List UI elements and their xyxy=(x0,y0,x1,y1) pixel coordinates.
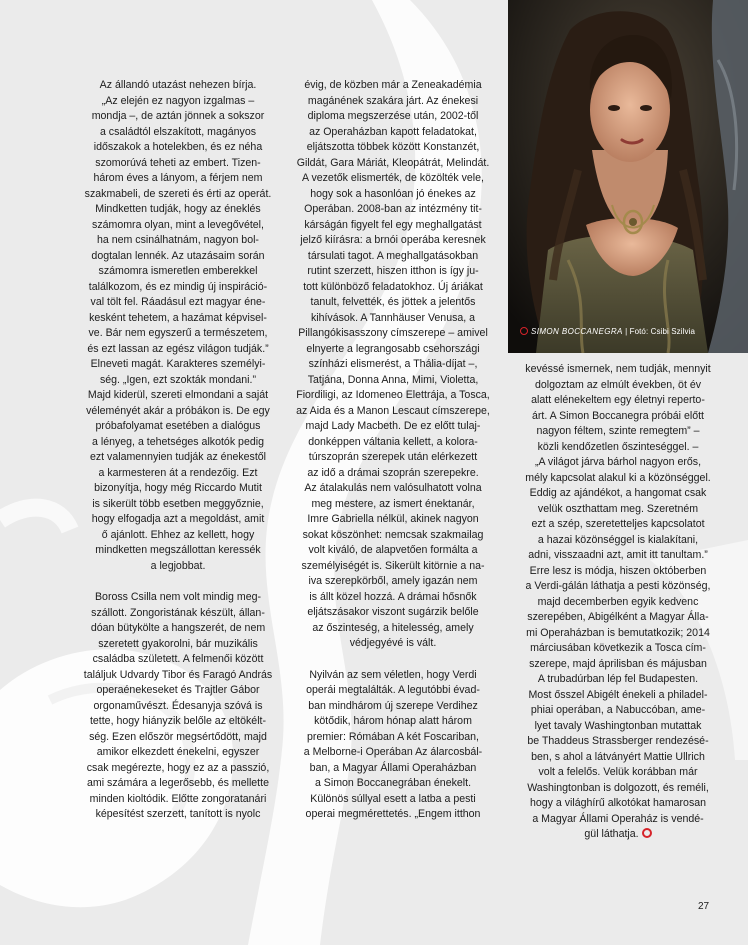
text-line: próbafolyamat esetében a dialógus xyxy=(95,420,261,432)
text-line: nagyon féltem, szinte remegtem” – xyxy=(536,425,700,437)
text-line: kevéssé ismernek, nem tudják, mennyit xyxy=(525,363,711,375)
text-line: Majd kiderül, szereti elmondani a saját xyxy=(87,389,269,401)
text-line: is állt közel hozzá. A drámai hősnők xyxy=(309,590,477,603)
text-line: Az átalakulás nem valósulhatott volna xyxy=(304,482,482,494)
text-line: alatt elénekeltem egy életnyi reperto- xyxy=(531,394,705,406)
text-line: számomra olyan, mint a levegővétel, xyxy=(92,218,264,231)
text-line: szeretett gyakorolni, bár muzikális xyxy=(98,637,258,650)
text-line: Különös súllyal esett a latba a pesti xyxy=(310,792,476,805)
paragraph xyxy=(82,78,274,574)
text-line: operai megmérettetés. „Engem itthon xyxy=(305,808,481,820)
text-line: tanult, felvették, és jöttek a jelentős xyxy=(310,296,476,308)
text-line: tott különböző feladatokhoz. Új áriákat xyxy=(303,280,483,293)
caption-separator: | xyxy=(622,327,630,336)
text-line: Nyilván az sem véletlen, hogy Verdi xyxy=(309,668,477,681)
text-line: jelző kiírásra: a brnói operába keresnek xyxy=(300,234,486,246)
text-line: számomra ismeretlen emberekkel xyxy=(98,265,258,277)
text-line: hogy elfogadja azt a megoldást, amit xyxy=(91,513,265,525)
text-line: hogy sok a hasonlóan jó énekes az xyxy=(310,187,476,200)
text-line: véleményét akár a próbákon is. De egy xyxy=(86,404,270,417)
text-line: diploma megszerzése után, 2002-től xyxy=(307,110,479,122)
page-number: 27 xyxy=(698,901,710,912)
text-line: bizonyítja, hogy még Riccardo Mutit xyxy=(94,482,262,494)
text-line: Erre lesz is módja, hiszen októberben xyxy=(529,564,707,577)
article-column-3 xyxy=(512,362,724,843)
text-line: a hazai közönséggel is kialakítani, xyxy=(537,533,699,546)
text-line: majd Lady Macbeth. De ez előtt tulaj- xyxy=(305,420,481,432)
text-line: majd decemberben egyik kedvenc xyxy=(537,595,699,608)
text-line: személyiségét is. Sikerült kitörnie a na- xyxy=(301,559,485,572)
text-line: túrszoprán szerepek után elérkezett xyxy=(308,451,478,463)
text-line: premier: Rómában A két Foscariban, xyxy=(307,730,479,743)
text-line: a Melborne-i Operában Az álarcosbál- xyxy=(303,746,483,758)
text-line: ben, s ahol a látványért Mattie Ullrich xyxy=(531,750,705,763)
text-line: a családtól elszakított, magányos xyxy=(99,125,257,138)
paragraph xyxy=(293,78,493,652)
text-line: a lényeg, a tehetséges alkotók pedig xyxy=(92,435,264,448)
text-line: mi Operaházban is bemutatkozik; 2014 xyxy=(526,626,710,639)
text-line: volt a felelős. Velük korábban már xyxy=(538,766,698,778)
text-line: adni, visszaadni azt, amit itt tanultam.” xyxy=(528,549,708,561)
text-line: közli kendőzetlen őszinteséggel. – xyxy=(537,440,699,453)
text-line: időszakok a hotelekben, és ez néha xyxy=(93,141,263,153)
text-line: Operában. 2008-ban az intézmény tit- xyxy=(304,203,482,215)
text-line: rutint szerzett, hiszen itthon is így ju- xyxy=(307,265,479,277)
text-line: csak megérezte, hogy ez az a passzió, xyxy=(86,761,270,774)
text-line: Washingtonban is dolgozott, és reméli, xyxy=(527,781,709,794)
paragraph xyxy=(512,362,724,843)
article-column-2 xyxy=(293,78,493,823)
text-line: phiai operában, a Nabuccóban, ame- xyxy=(530,704,706,716)
text-line: ha nem csinálhatnám, nagyon bol- xyxy=(97,234,259,246)
text-line: társulati tagot. A meghallgatásokban xyxy=(307,249,479,262)
performance-photo xyxy=(508,0,748,353)
text-line: ban, a Magyar Állami Operaházban xyxy=(309,761,477,774)
text-line: Most ősszel Abigélt énekeli a philadel- xyxy=(528,688,708,701)
text-line: elnyerte a legrangosabb csehországi xyxy=(306,342,480,355)
text-line: találkozom, és ez mindig új inspiráció- xyxy=(88,280,268,293)
text-line: velük oszthattam meg. Szeretném xyxy=(537,502,699,515)
text-line: Pillangókisasszony címszerepe – amivel xyxy=(298,327,488,339)
text-line: évig, de közben már a Zeneakadémia xyxy=(304,79,482,91)
text-line: val tölt fel. Ráadásul ezt magyar éne- xyxy=(90,296,266,308)
text-line: minden kioltódik. Előtte zongoratanári xyxy=(89,792,267,805)
text-line: az őszinteség, a hitelesség, amely xyxy=(312,621,474,634)
text-line: Imre Gabriella nélkül, akinek nagyon xyxy=(307,513,479,525)
text-line: kihívások. A Tannhäuser Venusa, a xyxy=(310,311,476,324)
text-line: a karmesteren át a rendezőig. Ezt xyxy=(98,466,258,479)
text-line: mondja –, de aztán jönnek a sokszor xyxy=(91,110,265,122)
text-line: három éves a lányom, a férjem nem xyxy=(93,172,263,184)
text-line: szakmabeli, de szereti és érti az operát. xyxy=(84,187,272,200)
text-line: lyet tavaly Washingtonban mutattak xyxy=(534,719,702,732)
text-line: dolgoztam az elmúlt években, öt év xyxy=(534,378,702,391)
text-line: tette, hogy hiányzik belőle az eltökélt- xyxy=(89,715,267,727)
paragraph xyxy=(82,590,274,823)
text-line: szomorúvá teheti az embert. Tizen- xyxy=(95,156,261,169)
text-line: a Simon Boccanegrában énekelt. xyxy=(314,777,472,789)
text-line: operái megtalálták. A legutóbbi évad- xyxy=(306,684,480,696)
text-line: ség. „Igen, ezt szokták mondani.” xyxy=(99,373,257,386)
text-line: márciusában következik a Tosca cím- xyxy=(530,642,706,654)
text-line: A trubadúrban lép fel Budapesten. xyxy=(537,673,699,685)
text-line: donképpen váltania kellett, a kolora- xyxy=(308,435,478,448)
text-line: az Aida és a Manon Lescaut címszerepe, xyxy=(296,404,490,417)
text-line: Elneveti magát. Karakteres személyi- xyxy=(90,358,266,370)
text-line: Eddig az ajándékot, a hangomat csak xyxy=(529,487,707,499)
text-line: árt. A Simon Boccanegra próbái előtt xyxy=(532,409,704,422)
text-line: meg mestere, az ismert énektanár, xyxy=(311,497,475,510)
article-column-1 xyxy=(82,78,274,823)
text-line: a Magyar Állami Operaház is vendé- xyxy=(532,812,704,825)
singer-portrait-image xyxy=(508,0,748,353)
text-line: magánének szakára járt. Az énekesi xyxy=(307,94,479,107)
text-line: hogy a világhírű alkotókat hamarosan xyxy=(529,797,707,809)
text-line: gül láthatja. xyxy=(584,828,639,840)
text-line: dogtalan lennék. Az utazásaim során xyxy=(91,249,265,262)
text-line: „A világot járva bárhol nagyon erős, xyxy=(534,456,702,468)
photo-caption xyxy=(520,327,695,336)
text-line: ban mindhárom új szerepe Verdihez xyxy=(308,699,478,712)
text-line: mindketten megszállottan keressék xyxy=(95,544,261,556)
text-line: operaénekeseket és Trajtler Gábor xyxy=(96,684,260,696)
text-line: a Verdi-gálán láthatja a pesti közönség, xyxy=(525,580,711,592)
text-line: A vezetők elismerték, de közölték vele, xyxy=(302,172,484,184)
text-line: ezt a szép, szeretetteljes kapcsolatot xyxy=(531,518,705,530)
caption-role: SIMON BOCCANEGRA xyxy=(531,327,623,336)
text-line: be Thaddeus Strassberger rendezésé- xyxy=(527,735,709,747)
text-line: mély kapcsolat alakul ki a közönséggel. xyxy=(525,471,711,484)
text-line: kötődik, három hónap alatt három xyxy=(314,715,472,727)
text-line: ve. Bár nem egyszerű a természetem, xyxy=(88,327,268,339)
text-line: Az állandó utazást nehezen bírja. xyxy=(99,79,257,91)
text-line: szállott. Zongoristának készült, állan- xyxy=(91,606,265,619)
text-line: védjegyévé is vált. xyxy=(349,637,437,649)
text-line: dóan bütykölte a hangszerét, de nem xyxy=(90,622,266,634)
text-line: Tatjána, Donna Anna, Mimi, Violetta, xyxy=(307,373,479,386)
text-line: családba született. A felmenői között xyxy=(92,653,264,665)
text-line: találjuk Udvardy Tibor és Faragó András xyxy=(83,668,273,681)
text-line: ség. Ezen először megsértődött, majd xyxy=(89,730,267,743)
text-line: kárságán figyelt fel egy meghallgatást xyxy=(304,218,482,231)
text-line: sokat köszönhet: nemcsak szakmailag xyxy=(302,528,484,541)
paragraph xyxy=(293,668,493,823)
text-line: és ezt lassan az egész világon tudják.” xyxy=(87,342,269,355)
article-end-circle-icon xyxy=(642,828,652,838)
text-line: az idő a drámai szoprán szerepekre. xyxy=(307,466,479,479)
text-line: Fiordiligi, az Idomeneo Elettrája, a Tosca, xyxy=(296,389,490,401)
text-line: a legjobbat. xyxy=(150,559,206,572)
text-line: „Az elején ez nagyon izgalmas – xyxy=(101,94,255,107)
caption-circle-icon xyxy=(520,327,528,335)
text-line: ezt valamennyien tudják az énekestől xyxy=(89,451,267,463)
text-line: amikor elkezdett énekelni, egyszer xyxy=(96,746,260,758)
text-line: az Operaházban kapott feladatokat, xyxy=(309,125,477,138)
text-line: volt kiváló, de alapvetően formálta a xyxy=(308,544,478,556)
text-line: kesként tehetem, a hazámat képvisel- xyxy=(89,311,267,324)
text-line: képesítést szerzett, tanított is nyolc xyxy=(95,808,261,820)
text-line: orgonaművészt. Édesanyja szóvá is xyxy=(93,699,263,712)
text-line: is sikerült több esetben meggyőznie, xyxy=(92,497,264,510)
text-line: színházi elismerést, a Thália-díjat –, xyxy=(308,358,478,370)
caption-credit: Fotó: Csibi Szilvia xyxy=(629,327,696,336)
text-line: eljátszásakor viszont sugárzik belőle xyxy=(307,606,479,618)
text-line: szerepében, Abigélként a Magyar Álla- xyxy=(527,611,709,623)
text-line: ő ajánlott. Ehhez az kellett, hogy xyxy=(101,528,255,541)
text-line: Gildát, Gara Máriát, Kleopátrát, Melindát. xyxy=(296,156,490,169)
text-line: Mindketten tudják, hogy az éneklés xyxy=(95,203,261,215)
text-line: eljátszotta többek között Konstanzét, xyxy=(306,141,480,153)
text-line: szerepe, majd áprilisban és májusban xyxy=(529,657,707,670)
text-line: ami számára a legerősebb, és mellette xyxy=(87,777,269,789)
text-line: iva szerepkörből, amely igazán nem xyxy=(308,575,478,587)
text-line: Boross Csilla nem volt mindig meg- xyxy=(94,591,262,603)
